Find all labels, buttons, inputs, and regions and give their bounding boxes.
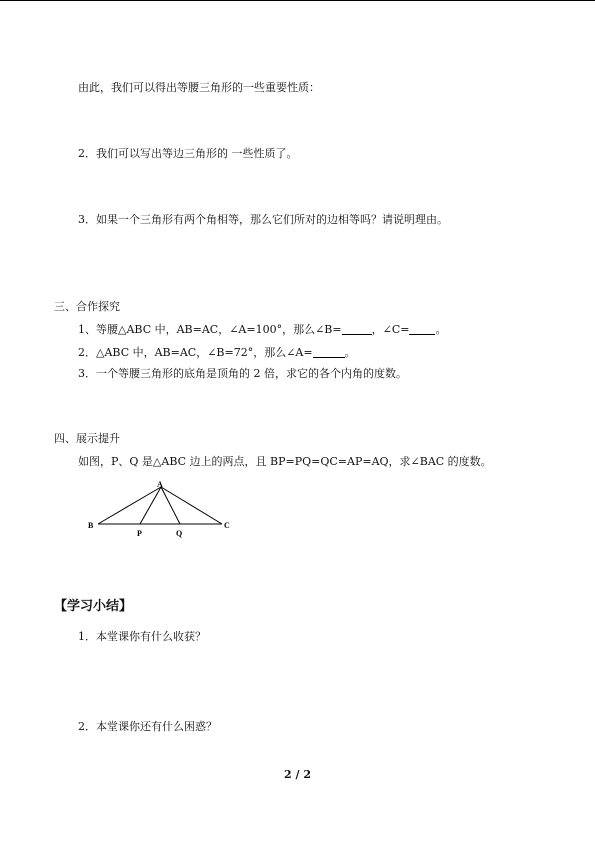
question-1-part-b: ，∠C= [371,323,410,336]
question-3: 3．一个等腰三角形的底角是顶角的 2 倍，求它的各个内角的度数。 [78,367,407,380]
section-4-title: 四、展示提升 [54,432,120,445]
summary-title: 【学习小结】 [54,599,133,614]
side-ab [98,487,161,524]
item-2-text: 2．我们可以写出等边三角形的 一些性质了。 [78,147,298,160]
question-2-part-a: 2．△ABC 中，AB=AC，∠B=72°，那么∠A= [78,346,313,359]
intro-text: 由此，我们可以得出等腰三角形的一些重要性质： [78,81,320,94]
vertex-label-b: B [88,521,94,530]
section-3-title: 三、合作探究 [54,300,120,313]
segment-ap [140,487,161,524]
summary-question-2: 2．本堂课你还有什么困惑？ [78,720,217,733]
vertex-label-c: C [224,521,230,530]
section-4-problem: 如图，P、Q 是△ABC 边上的两点，且 BP=PQ=QC=AP=AQ，求∠BAC 的度数。 [78,455,492,468]
question-1-part-c: 。 [435,323,447,336]
vertex-label-a: A [157,480,163,489]
page-number: 2 / 2 [284,768,311,781]
question-1-part-a: 1、等腰△ABC 中，AB=AC，∠A=100°，那么∠B= [78,323,342,336]
point-label-p: P [137,529,142,538]
item-3-text: 3．如果一个三角形有两个角相等，那么它们所对的边相等吗？请说明理由。 [78,213,448,226]
point-label-q: Q [176,529,183,538]
question-2-part-b: 。 [344,346,356,359]
summary-question-1: 1．本堂课你有什么收获？ [78,630,206,643]
